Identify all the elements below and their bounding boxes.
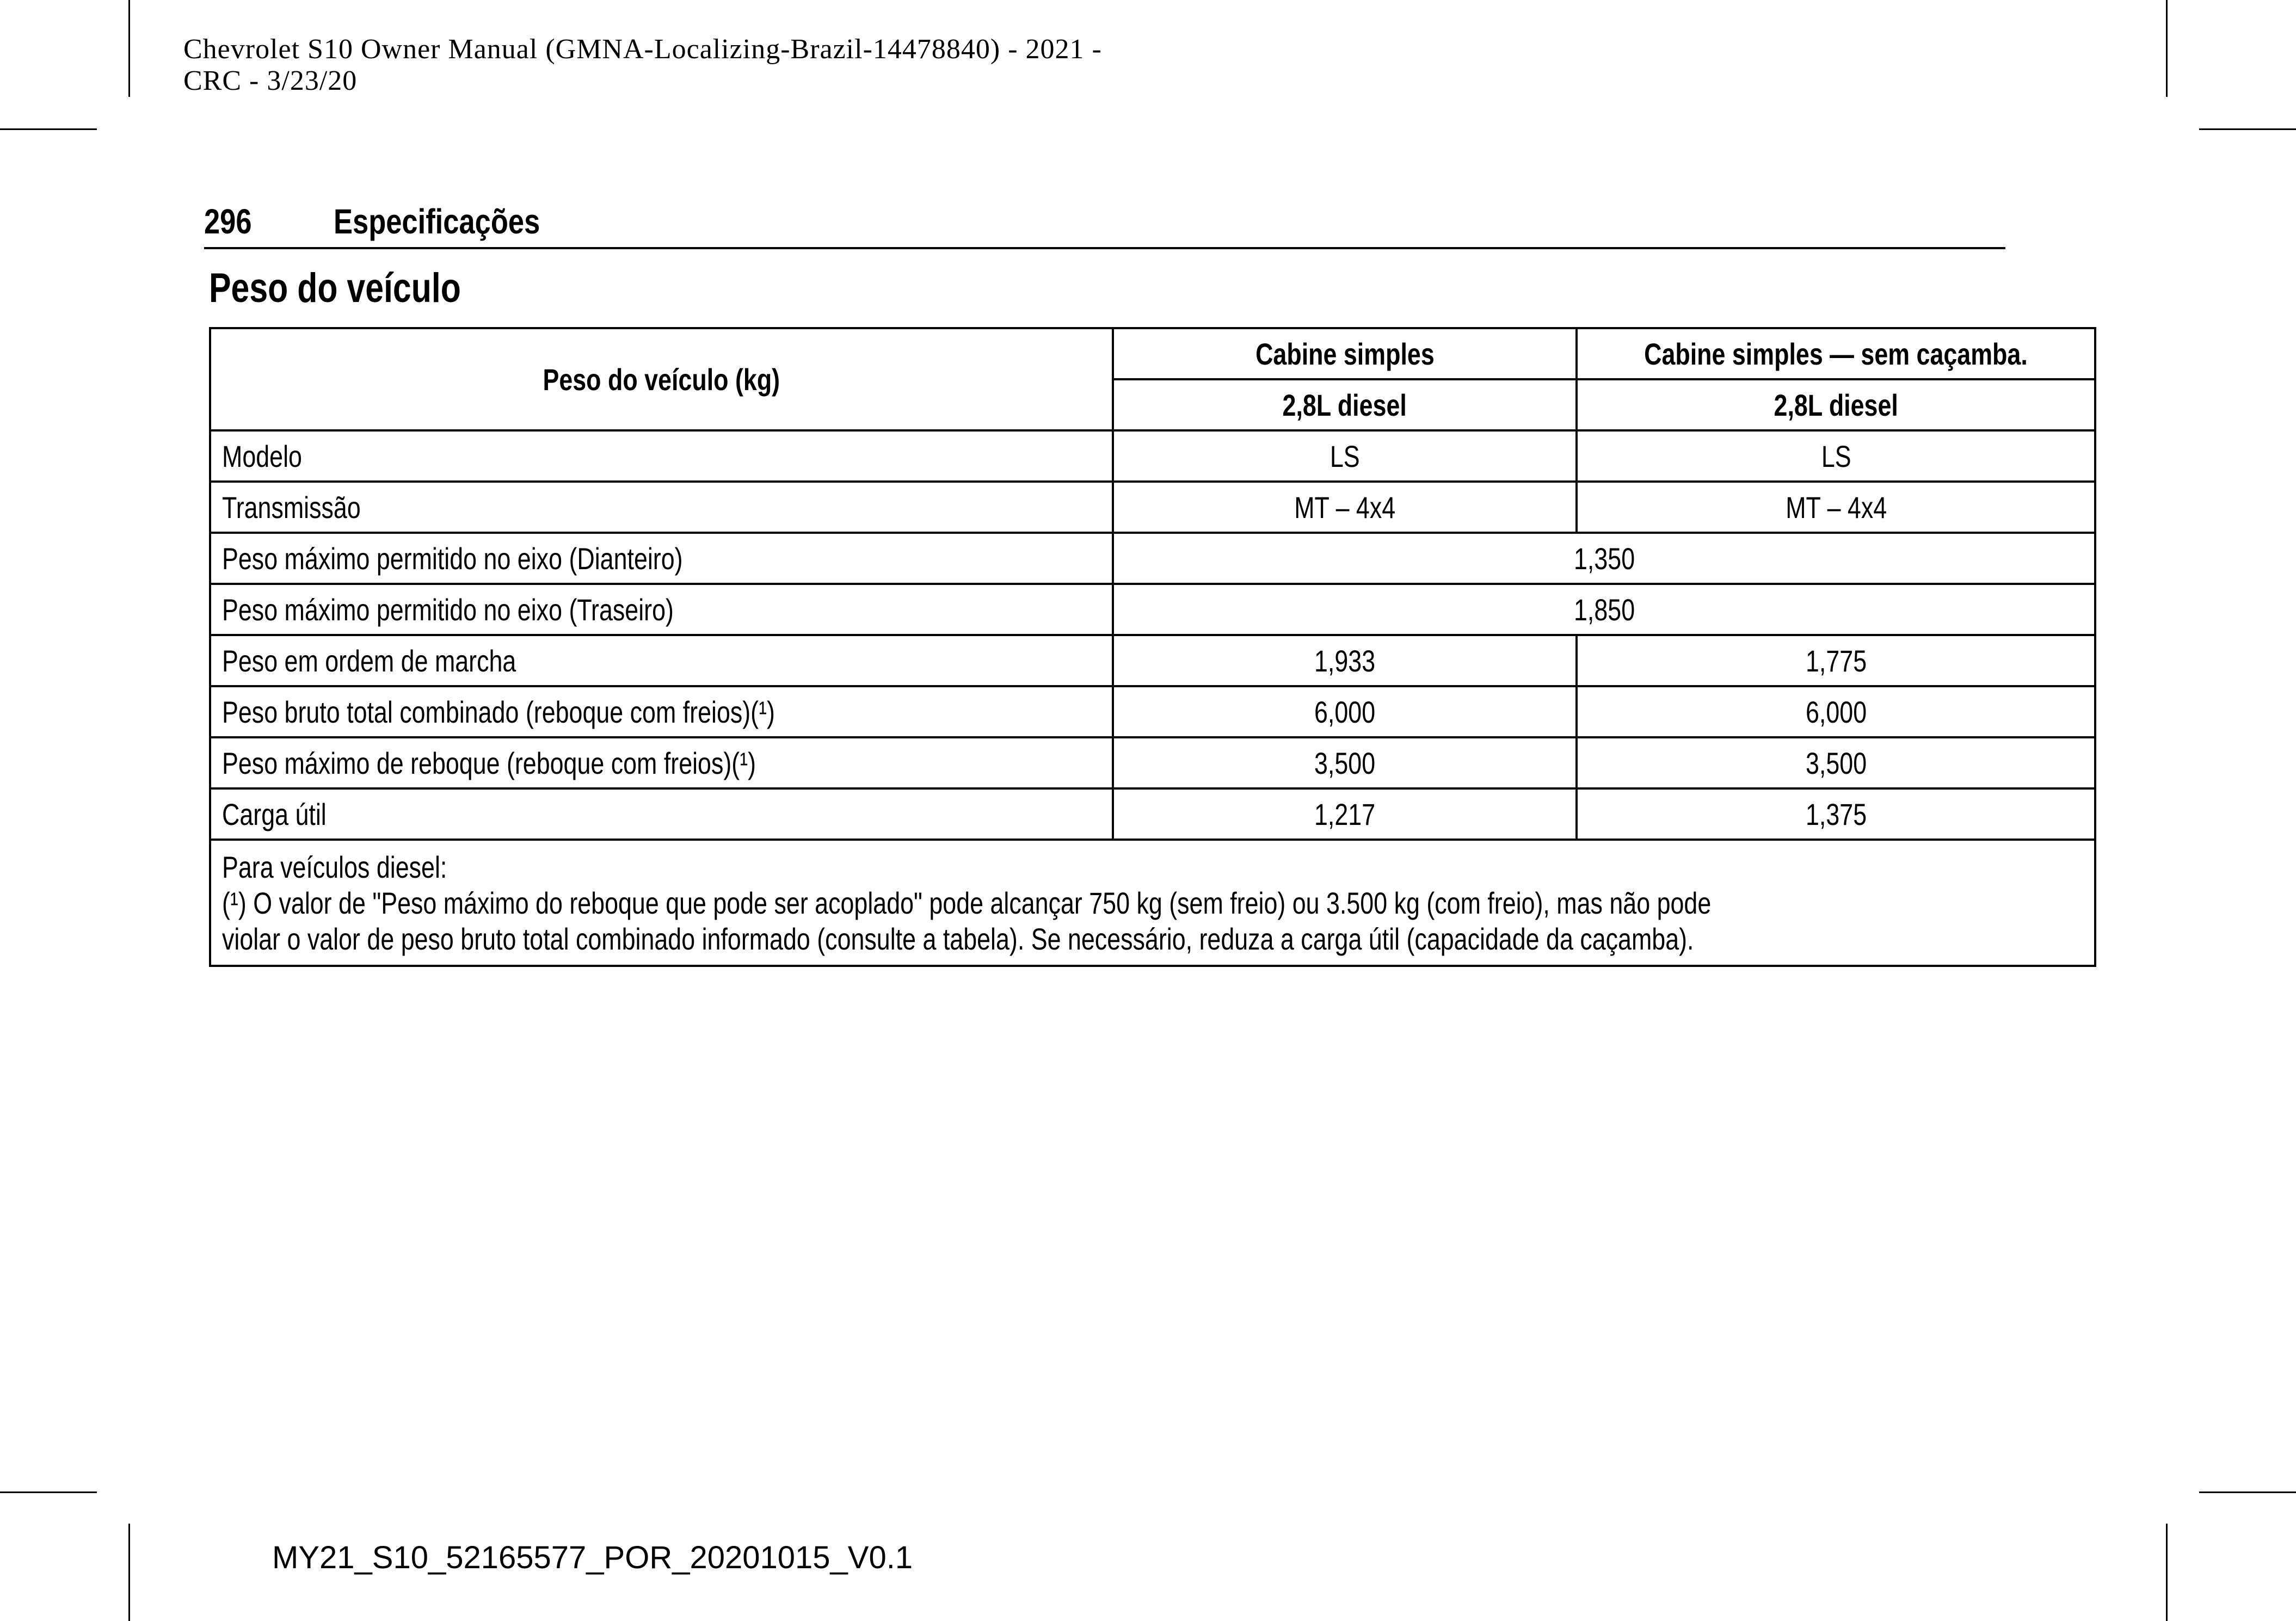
crop-mark-top-left-horizontal xyxy=(0,128,97,130)
page-number: 296 xyxy=(204,202,252,241)
crop-mark-bottom-left-horizontal xyxy=(0,1491,97,1493)
table-row xyxy=(210,686,2095,737)
row-label-peso-bruto-total: Peso bruto total combinado (reboque com freios)(¹) xyxy=(210,686,1113,737)
table-row xyxy=(210,788,2095,840)
document-header-line-2: CRC - 3/23/20 xyxy=(183,65,358,96)
table-cell: MT – 4x4 xyxy=(1577,482,2095,533)
footnote-line-1: Para veículos diesel: xyxy=(222,850,447,884)
footnote-line-2: (¹) O valor de "Peso máximo do reboque que pode ser acoplado" pode alcançar 750 kg (sem freio) ou 3.500 kg (com freio), mas não pode xyxy=(222,886,1712,920)
crop-mark-bottom-right-horizontal xyxy=(2199,1491,2296,1493)
table-cell-merged: 1,850 xyxy=(1113,584,2095,635)
table-cell: 6,000 xyxy=(1113,686,1577,737)
row-label-ordem-de-marcha: Peso em ordem de marcha xyxy=(210,635,1113,686)
crop-mark-top-right-vertical xyxy=(2166,0,2168,97)
table-row xyxy=(210,635,2095,686)
crop-mark-bottom-left-vertical xyxy=(128,1524,130,1621)
row-label-transmissao: Transmissão xyxy=(210,482,1113,533)
section-title: Peso do veículo xyxy=(209,265,461,311)
table-cell: 1,375 xyxy=(1577,788,2095,840)
row-label-modelo: Modelo xyxy=(210,430,1113,482)
table-cell: 3,500 xyxy=(1577,737,2095,788)
table-header-row xyxy=(210,328,2095,379)
row-label-carga-util: Carga útil xyxy=(210,788,1113,840)
row-label-eixo-dianteiro: Peso máximo permitido no eixo (Dianteiro) xyxy=(210,533,1113,584)
table-cell: 3,500 xyxy=(1113,737,1577,788)
table-cell-merged: 1,350 xyxy=(1113,533,2095,584)
document-header xyxy=(183,34,1102,97)
running-head xyxy=(204,196,2005,249)
column-header-sem-cacamba: Cabine simples — sem caçamba. xyxy=(1577,328,2095,379)
crop-mark-top-left-vertical xyxy=(128,0,130,97)
table-cell: LS xyxy=(1113,430,1577,482)
footnote-line-3: violar o valor de peso bruto total combinado informado (consulte a tabela). Se necessário, reduza a carga útil (capacidade da caçamba). xyxy=(222,922,1694,956)
row-label-eixo-traseiro: Peso máximo permitido no eixo (Traseiro) xyxy=(210,584,1113,635)
crop-mark-bottom-right-vertical xyxy=(2166,1524,2168,1621)
row-label-peso-maximo-reboque: Peso máximo de reboque (reboque com freios)(¹) xyxy=(210,737,1113,788)
table-row xyxy=(210,482,2095,533)
column-engine-sem-cacamba: 2,8L diesel xyxy=(1577,379,2095,430)
table-cell: LS xyxy=(1577,430,2095,482)
table-row xyxy=(210,584,2095,635)
crop-mark-top-right-horizontal xyxy=(2199,128,2296,130)
table-cell: 1,933 xyxy=(1113,635,1577,686)
footer-document-code: MY21_S10_52165577_POR_20201015_V0.1 xyxy=(272,1540,913,1575)
vehicle-weight-table xyxy=(209,327,2096,967)
table-note-row xyxy=(210,840,2095,966)
table-cell: MT – 4x4 xyxy=(1113,482,1577,533)
table-header-label: Peso do veículo (kg) xyxy=(210,328,1113,430)
column-engine-cabine-simples: 2,8L diesel xyxy=(1113,379,1577,430)
table-cell: 6,000 xyxy=(1577,686,2095,737)
table-row xyxy=(210,533,2095,584)
document-header-line-1: Chevrolet S10 Owner Manual (GMNA-Localizing-Brazil-14478840) - 2021 - xyxy=(183,34,1102,65)
table-cell: 1,217 xyxy=(1113,788,1577,840)
table-row xyxy=(210,737,2095,788)
table-cell: 1,775 xyxy=(1577,635,2095,686)
table-row xyxy=(210,430,2095,482)
chapter-title: Especificações xyxy=(334,202,540,241)
column-header-cabine-simples: Cabine simples xyxy=(1113,328,1577,379)
table-footnote xyxy=(210,840,2095,966)
